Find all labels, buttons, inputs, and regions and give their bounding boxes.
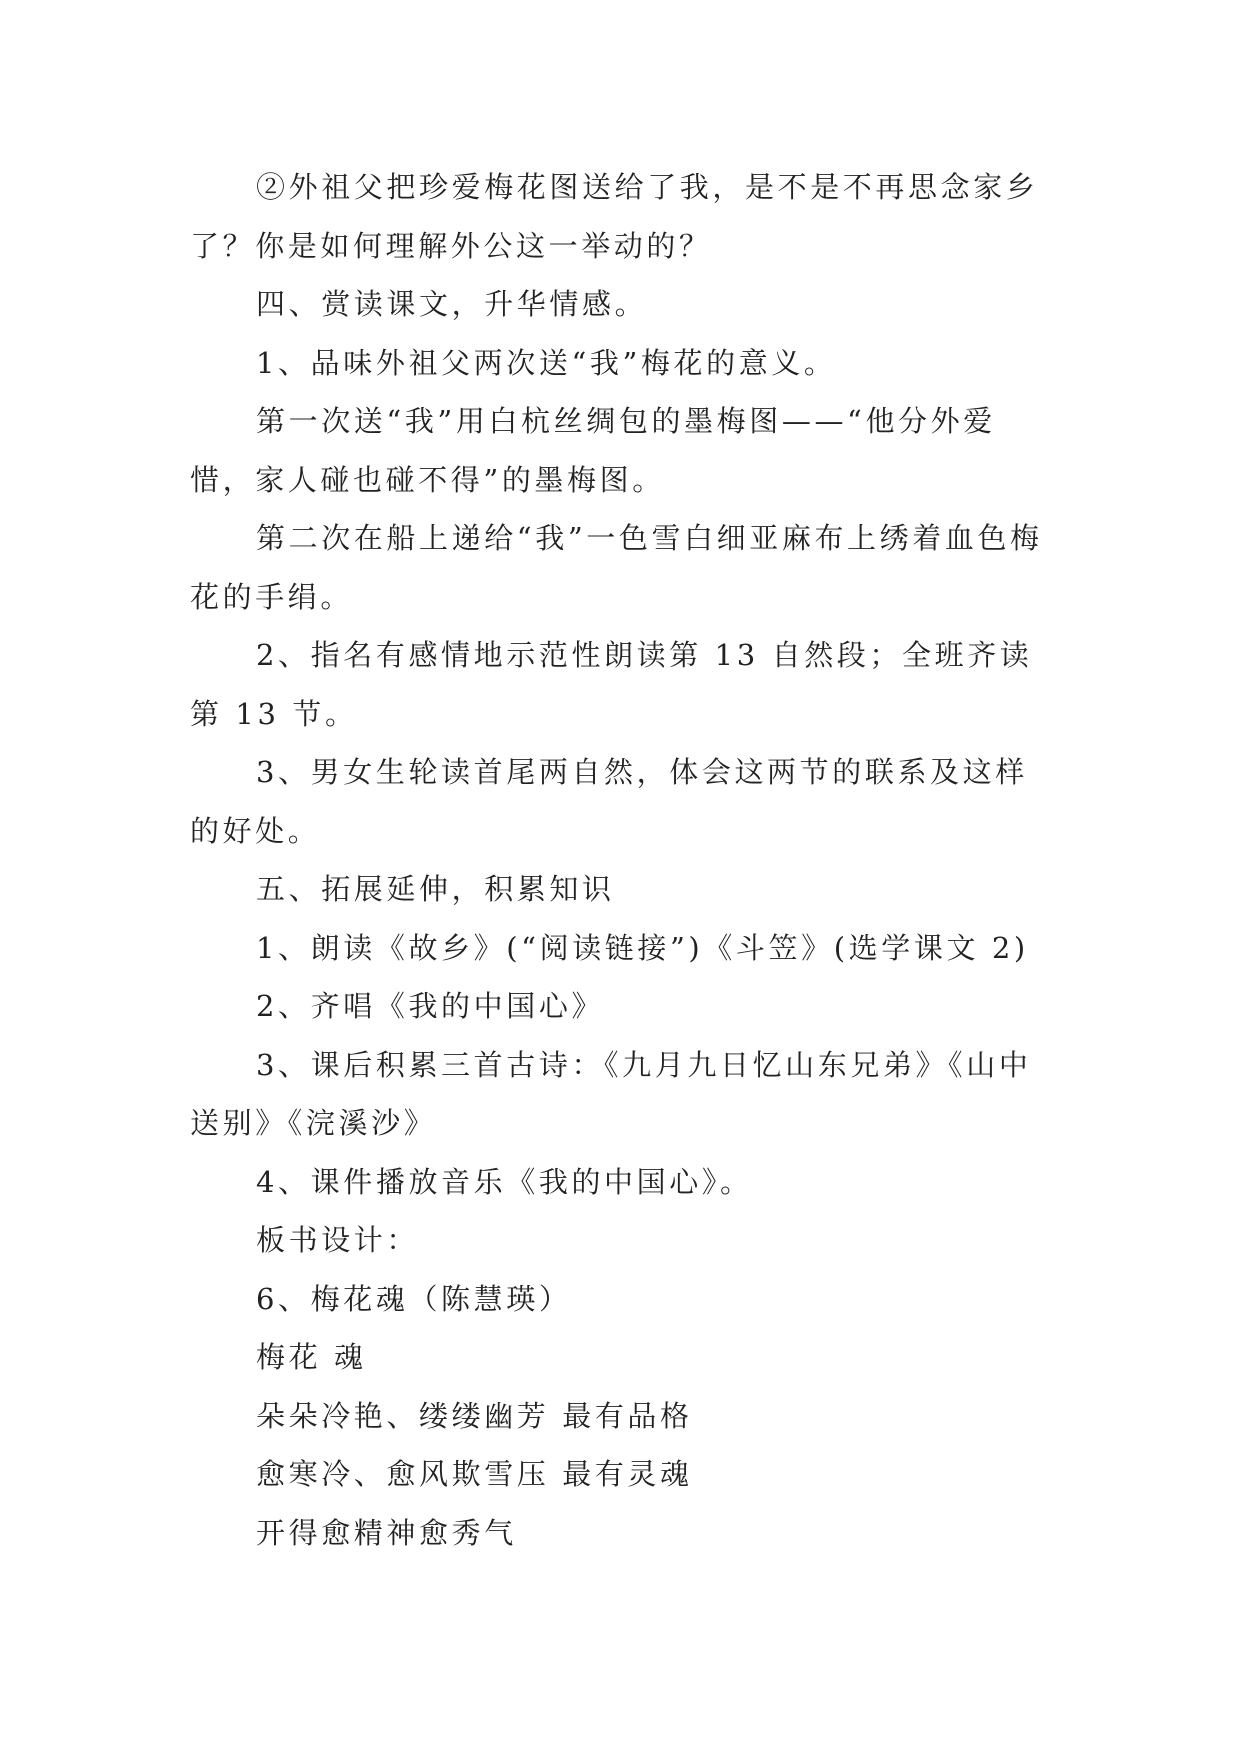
board-design-heading: 板书设计： xyxy=(256,1223,420,1257)
board-line-1: 梅花 魂 xyxy=(256,1340,367,1374)
paragraph-music: 4、课件播放音乐《我的中国心》。 xyxy=(256,1164,753,1199)
board-line-3: 愈寒冷、愈风欺雪压 最有灵魂 xyxy=(256,1457,693,1491)
board-line-2: 朵朵冷艳、缕缕幽芳 最有品格 xyxy=(256,1398,693,1433)
paragraph-sing: 2、齐唱《我的中国心》 xyxy=(256,989,605,1023)
paragraph-item-1: 1、品味外祖父两次送“我”梅花的意义。 xyxy=(256,345,837,380)
paragraph-item-3: 3、男女生轮读首尾两自然，体会这两节的联系及这样的好处。 xyxy=(190,755,1028,848)
paragraph-second-gift: 第二次在船上递给“我”一色雪白细亚麻布上绣着血色梅花的手绢。 xyxy=(190,521,1043,614)
paragraph-question-2: ②外祖父把珍爱梅花图送给了我，是不是不再思念家乡了？你是如何理解外公这一举动的？ xyxy=(190,170,1039,263)
section-heading-4: 四、赏读课文，升华情感。 xyxy=(256,287,648,321)
paragraph-item-2: 2、指名有感情地示范性朗读第 13 自然段；全班齐读第 13 节。 xyxy=(190,638,1033,731)
paragraph-reading-list: 1、朗读《故乡》(“阅读链接”)《斗笠》(选学课文 2) xyxy=(256,930,1029,965)
board-title: 6、梅花魂（陈慧瑛） xyxy=(256,1281,572,1316)
paragraph-first-gift: 第一次送“我”用白杭丝绸包的墨梅图——“他分外爱惜，家人碰也碰不得”的墨梅图。 xyxy=(190,404,996,497)
section-heading-5: 五、拓展延伸，积累知识 xyxy=(256,872,615,906)
board-line-4: 开得愈精神愈秀气 xyxy=(256,1515,517,1550)
document-body xyxy=(190,158,1052,1562)
paragraph-poems: 3、课后积累三首古诗：《九月九日忆山东兄弟》《山中送别》《浣溪沙》 xyxy=(190,1047,1032,1140)
